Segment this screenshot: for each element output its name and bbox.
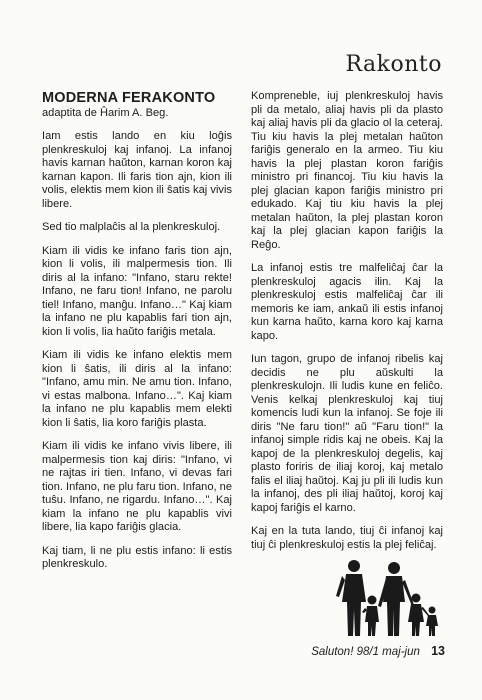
- paragraph: Iun tagon, grupo de infanoj ribelis kaj decidis ne plu aŭskulti la plenkreskulojn. Ili ludis kune en feliĉo. Venis kelkaj plenkreskuloj kaj tiuj komencis ludi kun la infanoj. Se foje ili diris "Ne faru tion!" aŭ "Faru tion!" la infanoj simple ridis kaj ne obeis. Kaj la kapoj de la plenkreskuloj degelis, kaj plasto foriris de iliaj koroj, kaj metalo falis el iliaj haŭtoj. Kaj ju pli ili ludis kun la infanoj, des pli iliaj haŭtoj, koroj kaj kapoj fariĝis el karno.: [251, 353, 443, 514]
- paragraph: Kaj en la tuta lando, tiuj ĉi infanoj kaj tiuj ĉi plenkreskuloj estis la plej feliĉaj.: [251, 525, 443, 551]
- publication-info: Saluton! 98/1 maj-jun: [311, 646, 420, 658]
- right-column: [251, 90, 443, 562]
- paragraph: Kiam ili vidis ke infano vivis libere, ili malpermesis tion kaj diris: "Infano, vi ne rajtas iri tien. Infano, vi devas fari tion. Infano, ne plu faru tion. Infano, ne tuŝu. Infano, ne rigardu. Infano…". Kaj kiam la infano ne plu kapablis vivi libere, lia kapo fariĝis glacia.: [42, 440, 232, 533]
- article-byline: adaptita de Ĥarim A. Beg.: [42, 107, 169, 119]
- paragraph: La infanoj estis tre malfeliĉaj ĉar la plenkreskuloj agacis ilin. Kaj la plenkreskuloj estis malfeliĉaj ĉar ili memoris ke iam, ankaŭ ili estis infanoj kun karna haŭto, karna koro kaj karna kapo.: [251, 262, 443, 342]
- left-column: [42, 90, 232, 582]
- page-number: 13: [431, 644, 445, 658]
- family-silhouette-illustration: [332, 556, 442, 638]
- paragraph: Kompreneble, iuj plenkreskuloj havis pli da metalo, aliaj havis pli da plasto kaj aliaj havis pli da glacio ol la ceteraj. Tiu kiu havis la plej metalan haŭton fariĝis generalo en la armeo. Tiu kiu havis la plej plastan koron fariĝis ministro pri financoj. Tiu kiu havis la plej glacian kapon fariĝis ministro pri edukado. Kaj tiu kiu havis la plej metalan haŭton, la plej plastan koron kaj la plej glacian kapon fariĝis la Reĝo.: [251, 90, 443, 251]
- article-title: MODERNA FERAKONTO: [42, 90, 216, 106]
- page-footer: [295, 644, 445, 658]
- paragraph: Kiam ili vidis ke infano faris tion ajn, kion li volis, ili malpermesis tion. Ili diris al la infano: "Infano, staru rekte! Infano, ne faru tion! Infano, ne parolu tiel! Infano, manĝu. Infano…" Kaj kiam la infano ne plu kapablis fari tion ajn, kion li volis, lia haŭto fariĝis metala.: [42, 244, 232, 338]
- paragraph: Kaj tiam, li ne plu estis infano: li estis plenkreskulo.: [42, 544, 232, 570]
- paragraph: Iam estis lando en kiu loĝis plenkreskuloj kaj infanoj. La infanoj havis karnan haŭton, karnan koron kaj karnan kapon. Ili faris tion ajn, kion ili volis, elektis mem kion ili ŝatis kaj vivis libere.: [42, 130, 232, 210]
- paragraph: Kiam ili vidis ke infano elektis mem kion li ŝatis, ili diris al la infano: "Infano, amu min. Ne amu tion. Infano, vi estas malbona. Infano…". Kaj kiam la infano ne plu kapablis mem elekti kion li ŝatis, lia koro fariĝis plasta.: [42, 349, 232, 429]
- section-title: Rakonto: [345, 52, 442, 77]
- paragraph: Sed tio malplaĉis al la plenkreskuloj.: [42, 221, 221, 233]
